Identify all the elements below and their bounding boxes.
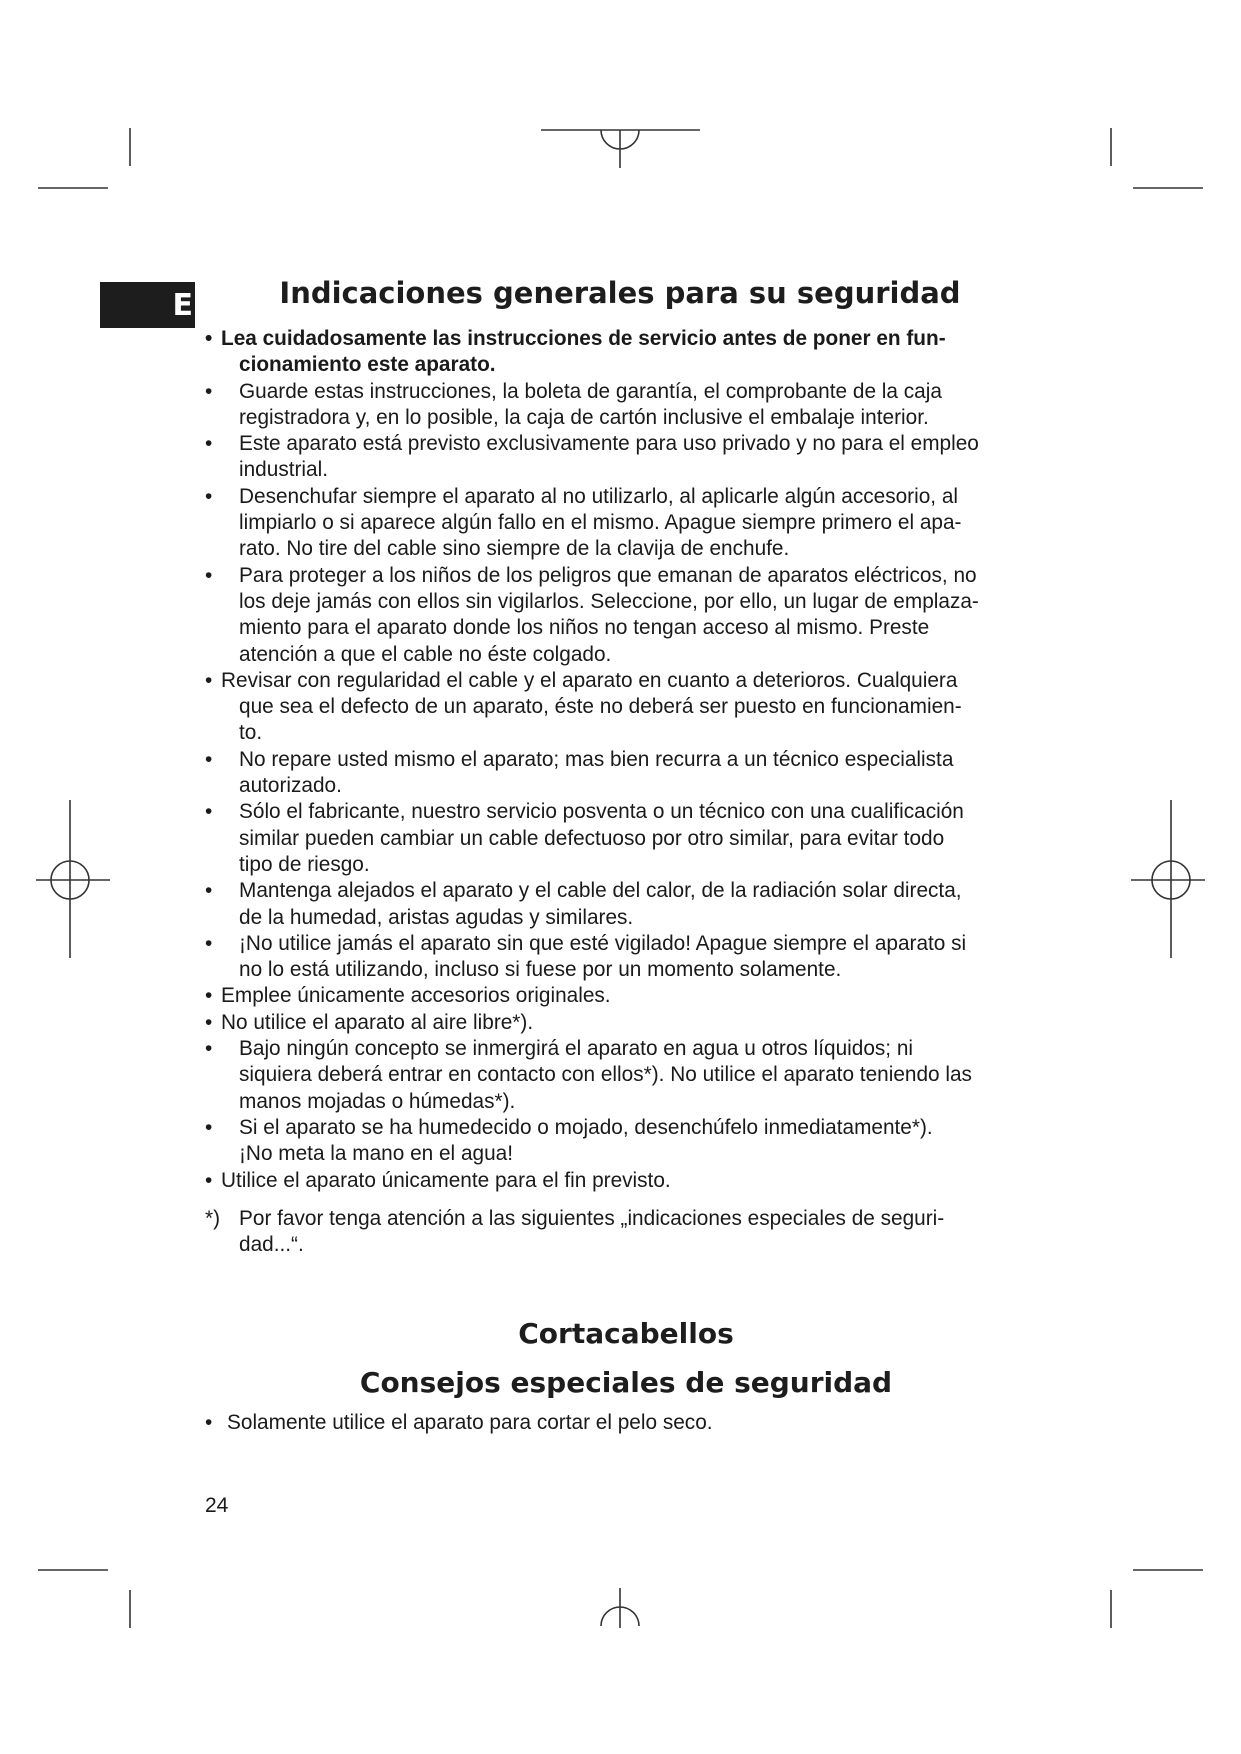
bullet: •: [205, 1010, 213, 1034]
special-safety-list: [205, 1410, 1060, 1436]
registration-mark-bottom: [601, 1588, 639, 1628]
footnote-marker: *): [205, 1206, 221, 1230]
list-item-text: Mantenga alejados el aparato y el cable del calor, de la radiación solar directa,: [239, 879, 962, 903]
list-item-text: limpiarlo o si aparece algún fallo en el mismo. Apague siempre primero el apa-: [239, 511, 962, 535]
page-number: 24: [205, 1494, 229, 1517]
registration-mark-left: [36, 800, 110, 958]
list-item-text: Lea cuidadosamente las instrucciones de servicio antes de poner en fun-: [221, 327, 946, 350]
bullet: •: [205, 879, 213, 903]
list-item-text: Desenchufar siempre el aparato al no utilizarlo, al aplicarle algún accesorio, al: [239, 484, 959, 508]
list-item-text: ¡No meta la mano en el agua!: [239, 1142, 513, 1166]
list-item: [205, 563, 1060, 668]
registration-mark-top: [541, 130, 700, 168]
list-item-text: Utilice el aparato únicamente para el fin previsto.: [221, 1168, 671, 1192]
list-item-text: No repare usted mismo el aparato; mas bien recurra a un técnico especialista: [239, 747, 954, 771]
list-item-text: atención a que el cable no éste colgado.: [239, 642, 612, 666]
footnote-text: dad...“.: [239, 1233, 304, 1257]
list-item-text: Guarde estas instrucciones, la boleta de garantía, el comprobante de la caja: [239, 379, 942, 403]
list-item: [205, 878, 1060, 931]
list-item: [205, 1010, 1060, 1036]
list-item-text: miento para el aparato donde los niños no tengan acceso al mismo. Preste: [239, 616, 930, 640]
bullet: •: [205, 1411, 213, 1434]
list-item-text: manos mojadas o húmedas*).: [239, 1089, 516, 1113]
list-item: [205, 668, 1060, 747]
list-item-text: Sólo el fabricante, nuestro servicio posventa o un técnico con una cualificación: [239, 800, 964, 824]
registration-mark-right: [1131, 800, 1205, 958]
list-item-text: ¡No utilice jamás el aparato sin que esté vigilado! Apague siempre el aparato si: [239, 931, 967, 955]
bullet: •: [205, 1115, 213, 1139]
safety-list: [205, 326, 1060, 1258]
list-item-text: Para proteger a los niños de los peligros que emanan de aparatos eléctricos, no: [239, 563, 977, 587]
list-item-text: de la humedad, aristas agudas y similares.: [239, 905, 634, 929]
list-item-text: registradora y, en lo posible, la caja de cartón inclusive el embalaje interior.: [239, 405, 929, 429]
list-item-text: autorizado.: [239, 774, 342, 798]
list-item: [205, 379, 1060, 432]
section-subtitle: Consejos especiales de seguridad: [359, 1366, 893, 1399]
list-item-text: Solamente utilice el aparato para cortar el pelo seco.: [227, 1411, 713, 1434]
bullet: •: [205, 931, 213, 955]
bullet: •: [205, 327, 213, 350]
section-title: Cortacabellos: [518, 1317, 734, 1350]
list-item: [205, 1115, 1060, 1168]
bullet: •: [205, 984, 213, 1008]
list-item: [205, 747, 1060, 800]
footnote: [205, 1206, 1060, 1259]
bullet: •: [205, 484, 213, 508]
list-item-text: rato. No tire del cable sino siempre de la clavija de enchufe.: [239, 537, 790, 561]
list-item-text: Revisar con regularidad el cable y el aparato en cuanto a deterioros. Cualquiera: [221, 668, 958, 692]
list-item-text: Este aparato está previsto exclusivamente para uso privado y no para el empleo: [239, 432, 979, 456]
list-item: [205, 1410, 1060, 1436]
footnote-text: Por favor tenga atención a las siguientes „indicaciones especiales de seguri-: [239, 1206, 945, 1230]
bullet: •: [205, 668, 213, 692]
bullet: •: [205, 747, 213, 771]
list-item-text: to.: [239, 721, 263, 745]
bullet: •: [205, 1168, 213, 1192]
list-item: [205, 799, 1060, 878]
list-item-text: tipo de riesgo.: [239, 852, 370, 876]
bullet: •: [205, 563, 213, 587]
list-item-text: siquiera deberá entrar en contacto con ellos*). No utilice el aparato teniendo las: [239, 1063, 972, 1087]
page-title: Indicaciones generales para su seguridad: [279, 276, 961, 310]
list-item-text: Emplee únicamente accesorios originales.: [221, 984, 611, 1008]
list-item-text: cionamiento este aparato.: [239, 353, 496, 377]
list-item: [205, 484, 1060, 563]
list-item-text: similar pueden cambiar un cable defectuoso por otro similar, para evitar todo: [239, 826, 945, 850]
list-item-text: no lo está utilizando, incluso si fuese por un momento solamente.: [239, 958, 842, 982]
list-item-text: No utilice el aparato al aire libre*).: [221, 1010, 534, 1034]
language-tab: E: [100, 282, 195, 328]
bullet: •: [205, 1037, 213, 1061]
list-item-text: que sea el defecto de un aparato, éste no deberá ser puesto en funcionamien-: [239, 695, 962, 719]
bullet: •: [205, 800, 213, 824]
bullet: •: [205, 379, 213, 403]
list-item-text: Si el aparato se ha humedecido o mojado, desenchúfelo inmediatamente*).: [239, 1115, 933, 1139]
list-item-text: los deje jamás con ellos sin vigilarlos. Seleccione, por ello, un lugar de emplaza-: [239, 589, 979, 613]
list-item: [205, 1036, 1060, 1115]
list-item-text: Bajo ningún concepto se inmergirá el aparato en agua u otros líquidos; ni: [239, 1037, 914, 1061]
list-item: [205, 326, 1060, 379]
bullet: •: [205, 432, 213, 456]
list-item: [205, 431, 1060, 484]
list-item-text: industrial.: [239, 458, 329, 482]
list-item: [205, 1168, 1060, 1194]
list-item: [205, 983, 1060, 1009]
list-item: [205, 931, 1060, 984]
